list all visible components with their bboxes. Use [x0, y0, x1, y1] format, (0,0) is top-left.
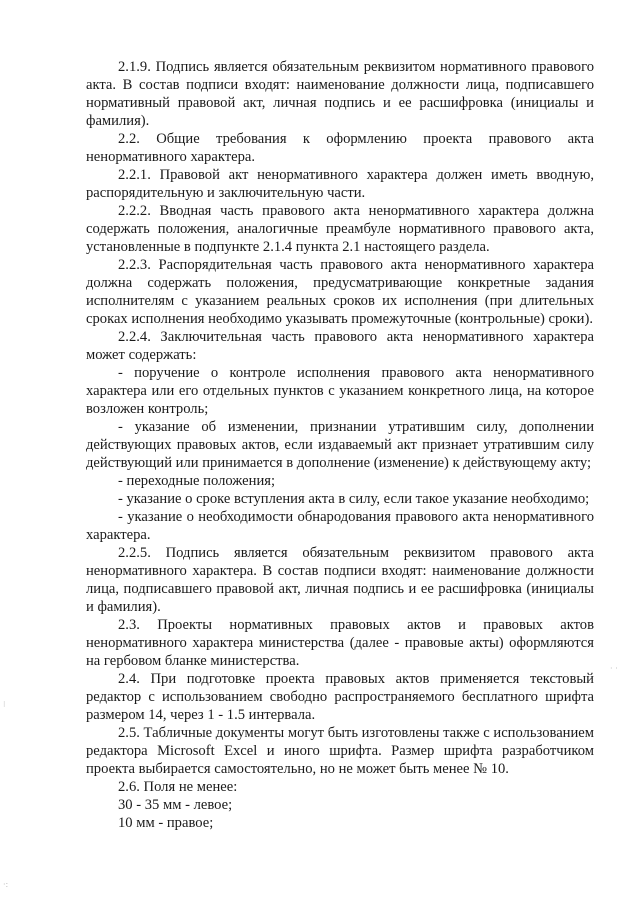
list-item-publication: - указание о необходимости обнародования правового акта ненормативного характера. [86, 509, 594, 543]
list-item-effective-date: - указание о сроке вступления акта в силу, если такое указание необходимо; [118, 491, 590, 507]
paragraph-2-2: 2.2. Общие требования к оформлению проекта правового акта ненормативного характера. [86, 131, 594, 165]
list-item-amendments: - указание об изменении, признании утратившим силу, дополнении действующих правовых актов, если издаваемый акт признает утратившим силу действующий или принимается в дополнение (изменение) к действующему акту; [86, 419, 594, 471]
paragraph-2-6: 2.6. Поля не менее: [118, 779, 238, 795]
paragraph-2-1-9: 2.1.9. Подпись является обязательным реквизитом нормативного правового акта. В состав подписи входят: наименование должности лица, подписавшего нормативный правовой акт, личная подпись и ее расшифровка (инициалы и фамилия). [86, 59, 594, 129]
paragraph-2-2-4: 2.2.4. Заключительная часть правового акта ненормативного характера может содержать: [86, 329, 594, 363]
margin-right-item: 10 мм - правое; [118, 815, 214, 831]
margin-left-item: 30 - 35 мм - левое; [118, 797, 233, 813]
document-body [86, 58, 594, 832]
list-item-control: - поручение о контроле исполнения правового акта ненормативного характера или его отдельных пунктов с указанием конкретного лица, на которое возложен контроль; [86, 365, 594, 417]
list-item-transitional: - переходные положения; [118, 473, 276, 489]
paragraph-2-5: 2.5. Табличные документы могут быть изготовлены также с использованием редактора Microsoft Excel и иного шрифта. Размер шрифта разработчиком проекта выбирается самостоятельно, но не может быть менее № 10. [86, 725, 595, 777]
paragraph-2-4: 2.4. При подготовке проекта правовых актов применяется текстовый редактор с использованием свободно распространяемого бесплатного шрифта размером 14, через 1 - 1.5 интервала. [86, 671, 594, 723]
paragraph-2-2-2: 2.2.2. Вводная часть правового акта ненормативного характера должна содержать положения, аналогичные преамбуле нормативного правового акта, установленные в подпункте 2.1.4 пункта 2.1 настоящего раздела. [86, 203, 594, 255]
scan-artifact: ⁝ [3, 700, 6, 709]
paragraph-2-2-1: 2.2.1. Правовой акт ненормативного характера должен иметь вводную, распорядительную и заключительную части. [86, 167, 594, 201]
scan-artifact: ·: [3, 880, 9, 889]
paragraph-2-2-3: 2.2.3. Распорядительная часть правового акта ненормативного характера должна содержать положения, предусматривающие конкретные задания исполнителям с указанием реальных сроков их исполнения (при длительных сроках исполнения необходимо указывать промежуточные (контрольные) сроки). [86, 257, 594, 327]
scan-artifact: · · [610, 664, 618, 673]
paragraph-2-2-5: 2.2.5. Подпись является обязательным реквизитом правового акта ненормативного характера. В состав подписи входят: наименование должности лица, подписавшего правовой акт, личная подпись и ее расшифровка (инициалы и фамилия). [86, 545, 594, 615]
paragraph-2-3: 2.3. Проекты нормативных правовых актов и правовых актов ненормативного характера министерства (далее - правовые акты) оформляются на гербовом бланке министерства. [86, 617, 594, 669]
